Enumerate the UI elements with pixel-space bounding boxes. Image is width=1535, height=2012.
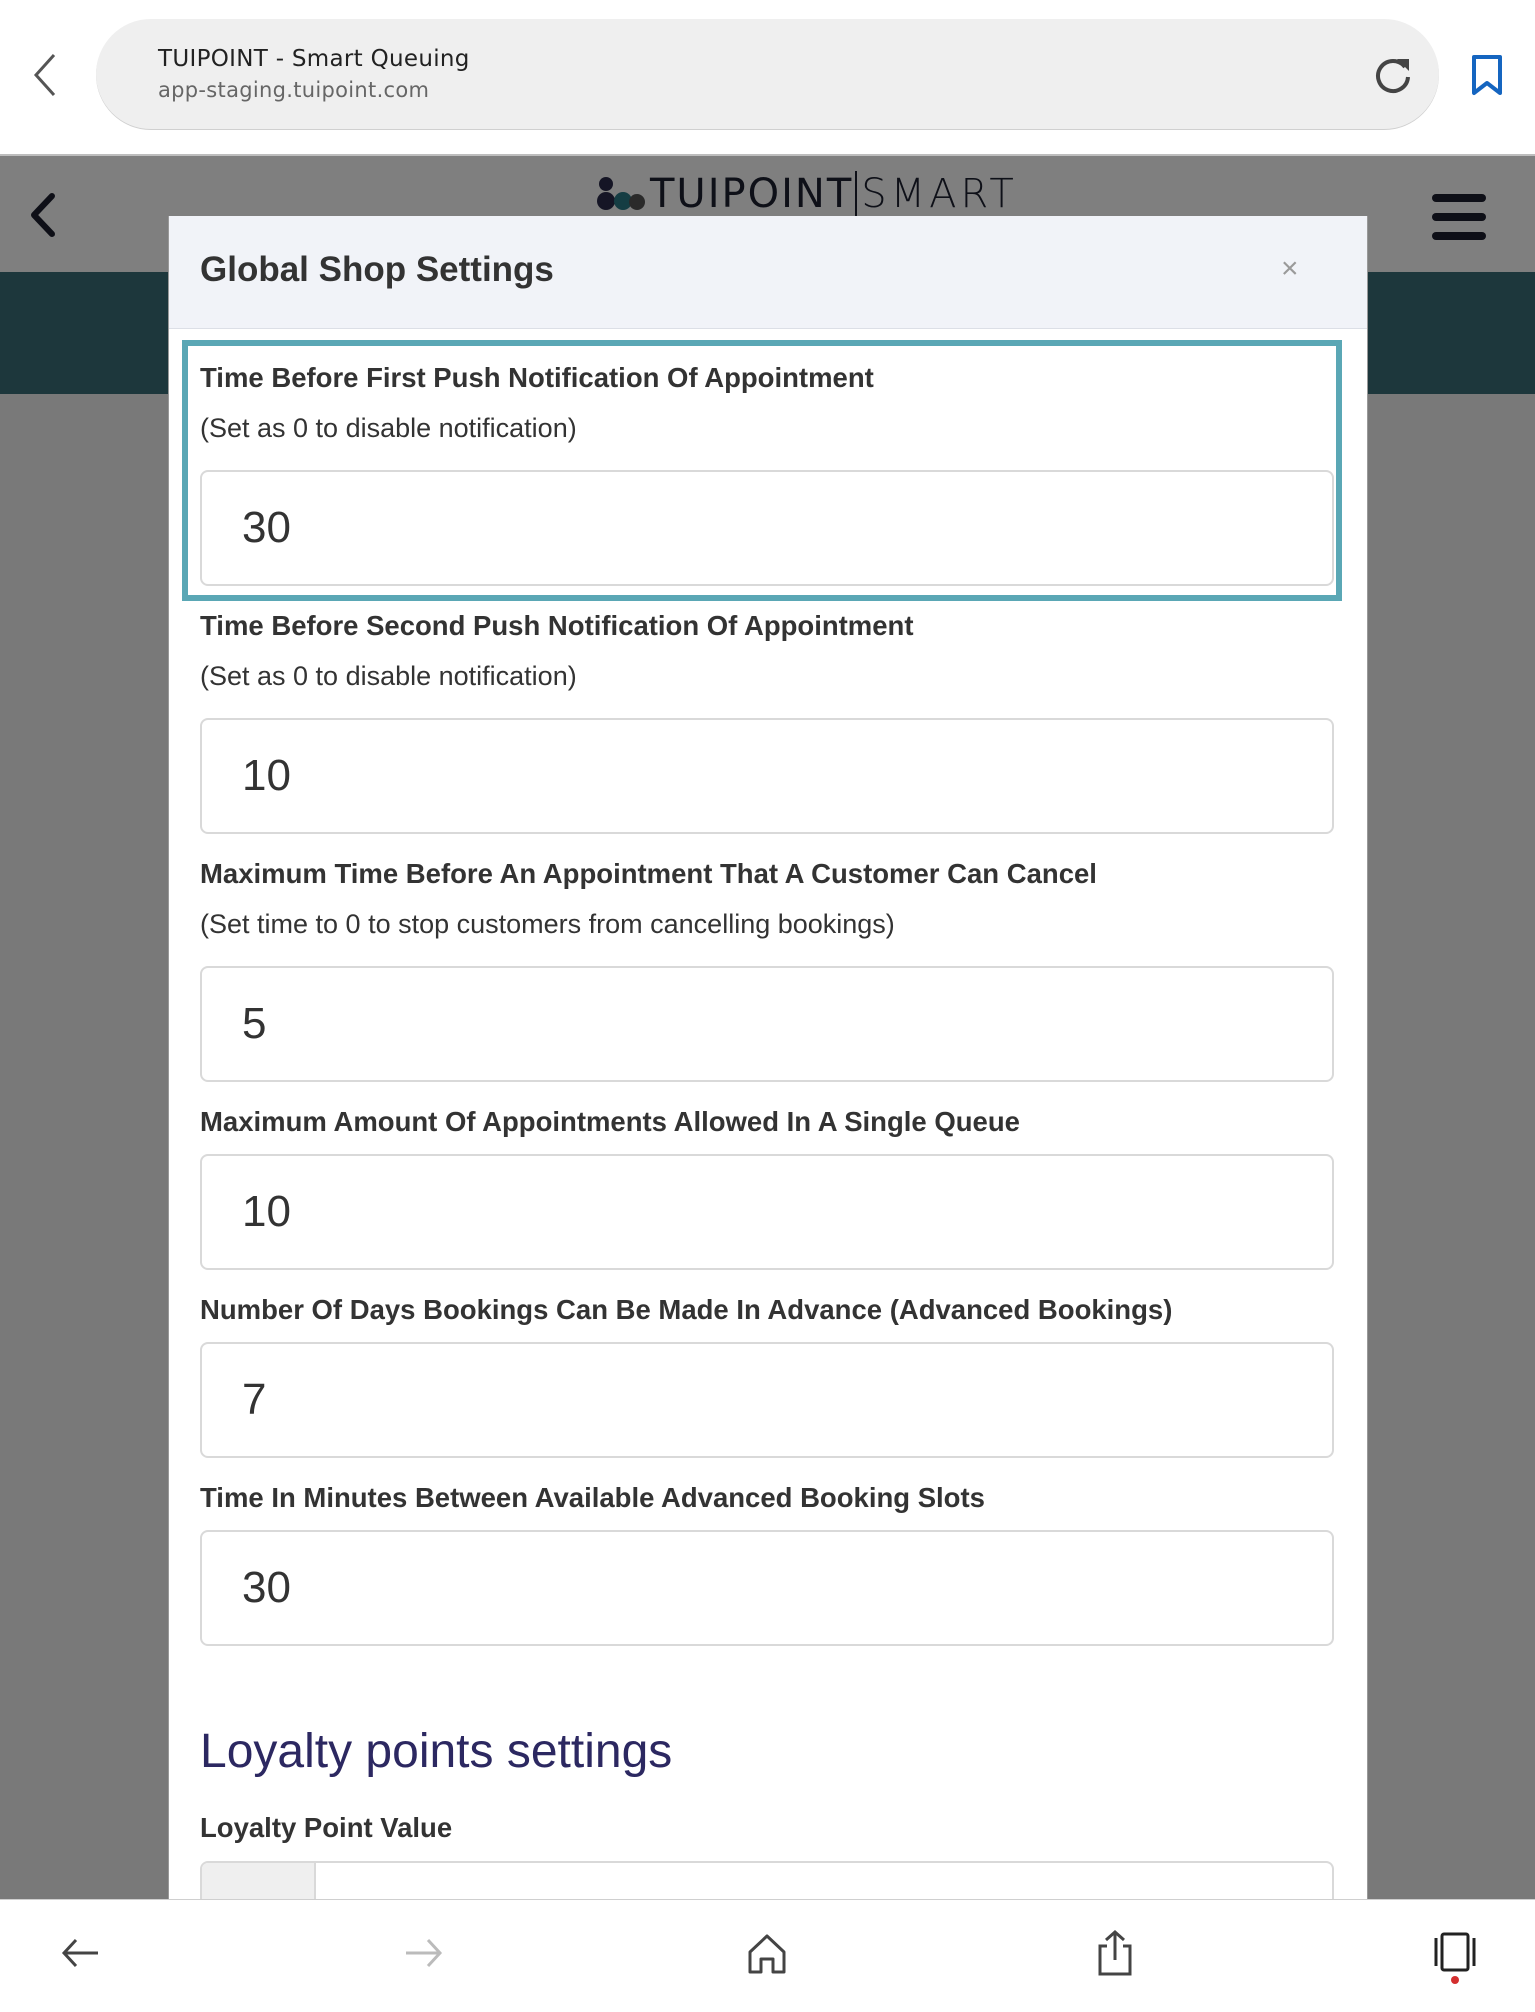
second-push-notification-label: Time Before Second Push Notification Of Appointment xyxy=(200,610,914,641)
first-push-notification-label: Time Before First Push Notification Of Appointment xyxy=(200,362,874,393)
tabs-icon[interactable] xyxy=(1430,1928,1480,1988)
max-cancel-time-input[interactable] xyxy=(200,966,1334,1082)
page-title: TUIPOINT - Smart Queuing xyxy=(158,46,470,72)
share-icon[interactable] xyxy=(1090,1928,1140,1978)
global-shop-settings-modal xyxy=(168,216,1368,1899)
bookmark-icon[interactable] xyxy=(1470,54,1504,96)
booking-slot-interval-label: Time In Minutes Between Available Advanced Booking Slots xyxy=(200,1482,985,1513)
url-host: app-staging.tuipoint.com xyxy=(158,78,430,102)
modal-title: Global Shop Settings xyxy=(200,250,554,289)
reload-icon[interactable] xyxy=(1372,53,1414,95)
max-cancel-time-label: Maximum Time Before An Appointment That A Customer Can Cancel xyxy=(200,858,1097,889)
loyalty-input-addon xyxy=(202,1863,316,1899)
max-cancel-time-help: (Set time to 0 to stop customers from cancelling bookings) xyxy=(200,909,895,939)
first-push-notification-input[interactable] xyxy=(200,470,1334,586)
browser-toolbar xyxy=(0,1899,1535,2012)
advance-booking-days-input[interactable] xyxy=(200,1342,1334,1458)
url-field[interactable] xyxy=(96,19,1439,129)
home-icon[interactable] xyxy=(742,1928,792,1978)
loyalty-point-value-input[interactable] xyxy=(200,1861,1334,1899)
max-appointments-label: Maximum Amount Of Appointments Allowed In A Single Queue xyxy=(200,1106,1020,1137)
second-push-notification-help: (Set as 0 to disable notification) xyxy=(200,661,577,691)
second-push-notification-input[interactable] xyxy=(200,718,1334,834)
loyalty-section-title: Loyalty points settings xyxy=(200,1725,673,1778)
modal-header xyxy=(169,216,1367,329)
close-icon[interactable]: × xyxy=(1281,252,1299,285)
first-push-notification-help: (Set as 0 to disable notification) xyxy=(200,413,577,443)
max-appointments-input[interactable] xyxy=(200,1154,1334,1270)
forward-arrow-icon[interactable] xyxy=(398,1928,448,1978)
advance-booking-days-label: Number Of Days Bookings Can Be Made In Advance (Advanced Bookings) xyxy=(200,1294,1173,1325)
booking-slot-interval-input[interactable] xyxy=(200,1530,1334,1646)
browser-address-bar xyxy=(0,0,1535,156)
browser-back-icon[interactable] xyxy=(26,50,66,100)
back-arrow-icon[interactable] xyxy=(56,1928,106,1978)
loyalty-point-value-label: Loyalty Point Value xyxy=(200,1812,453,1843)
